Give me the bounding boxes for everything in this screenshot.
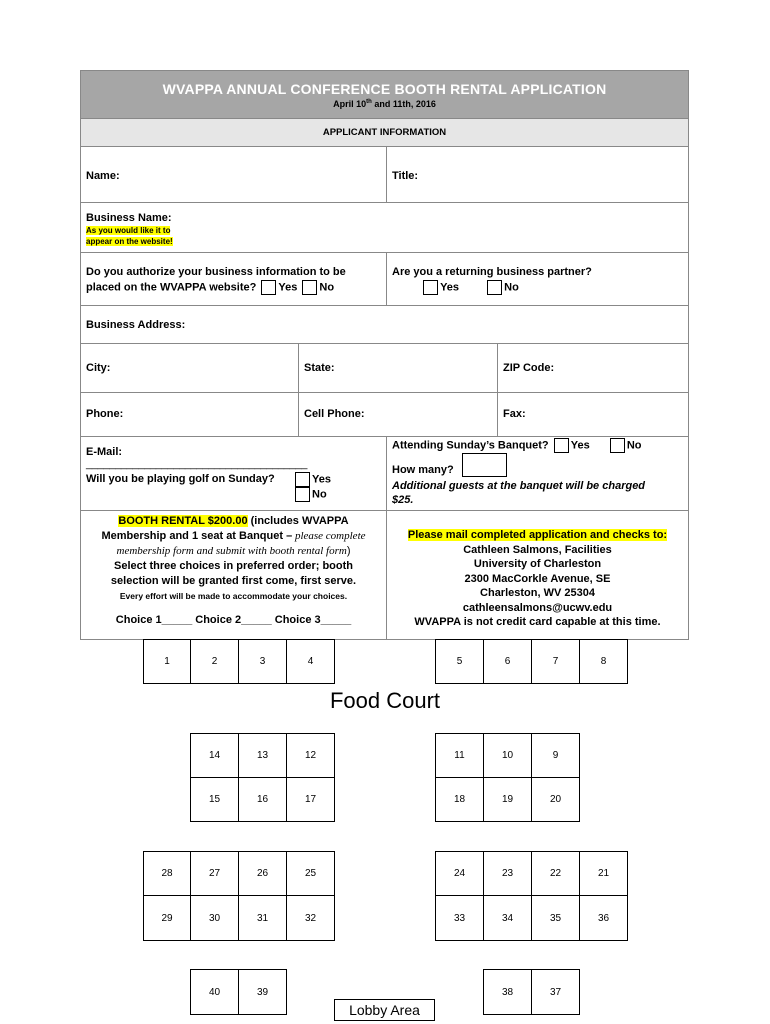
- banquet-question: Attending Sunday’s Banquet? Yes No: [392, 439, 642, 452]
- booth-rental-membership-note: membership form and submit with booth rental form): [116, 545, 351, 557]
- business-name-note: As you would like it to appear on the website!: [86, 226, 173, 246]
- form-date: April 10th and 11th, 2016: [333, 99, 436, 109]
- booth-36[interactable]: 36: [579, 895, 628, 941]
- name-label: Name:: [86, 170, 120, 182]
- booth-38[interactable]: 38: [483, 969, 532, 1015]
- form-header: [81, 71, 688, 119]
- booth-31[interactable]: 31: [238, 895, 287, 941]
- booth-11[interactable]: 11: [435, 733, 484, 778]
- state-label: State:: [304, 362, 335, 374]
- booth-25[interactable]: 25: [286, 851, 335, 896]
- booth-3[interactable]: 3: [238, 639, 287, 684]
- booth-rental-cell: [81, 511, 386, 639]
- row-authorize: [81, 253, 688, 306]
- booth-15[interactable]: 15: [190, 777, 239, 822]
- title-cell[interactable]: [386, 147, 688, 202]
- authorize-question: Do you authorize your business information to be placed on the WVAPPA website? Yes No: [86, 266, 346, 294]
- booth-rental-membership: Membership and 1 seat at Banquet – please complete: [101, 530, 366, 542]
- booth-20[interactable]: 20: [531, 777, 580, 822]
- booth-16[interactable]: 16: [238, 777, 287, 822]
- additional-guests-note: Additional guests at the banquet will be charged $25.: [392, 480, 646, 506]
- booth-18[interactable]: 18: [435, 777, 484, 822]
- returning-no-checkbox[interactable]: [487, 280, 502, 295]
- booth-12[interactable]: 12: [286, 733, 335, 778]
- cell-phone-label: Cell Phone:: [304, 408, 365, 420]
- row-business-address[interactable]: [81, 306, 688, 344]
- zip-cell[interactable]: [497, 344, 688, 392]
- business-address-label: Business Address:: [86, 319, 186, 331]
- booth-10[interactable]: 10: [483, 733, 532, 778]
- name-cell[interactable]: [81, 147, 386, 202]
- authorize-no-checkbox[interactable]: [302, 280, 317, 295]
- booth-26[interactable]: 26: [238, 851, 287, 896]
- fax-cell[interactable]: [497, 393, 688, 436]
- booth-28[interactable]: 28: [143, 851, 191, 896]
- booth-22[interactable]: 22: [531, 851, 580, 896]
- phone-label: Phone:: [86, 408, 124, 420]
- booth-2[interactable]: 2: [190, 639, 239, 684]
- booth-23[interactable]: 23: [483, 851, 532, 896]
- phone-cell[interactable]: [81, 393, 298, 436]
- booth-37[interactable]: 37: [531, 969, 580, 1015]
- booth-7[interactable]: 7: [531, 639, 580, 684]
- mail-line-2: University of Charleston: [473, 558, 602, 570]
- booth-32[interactable]: 32: [286, 895, 335, 941]
- how-many-label: How many?: [392, 464, 454, 476]
- row-city-state-zip: [81, 344, 688, 393]
- row-business-name[interactable]: [81, 203, 688, 253]
- booth-rental-price: BOOTH RENTAL $200.00: [118, 515, 248, 527]
- booth-24[interactable]: 24: [435, 851, 484, 896]
- row-email-golf-banquet: [81, 437, 688, 511]
- returning-no-label: No: [504, 281, 519, 294]
- banquet-cell: [386, 437, 688, 510]
- golf-no-checkbox[interactable]: [295, 487, 310, 502]
- mail-line-4: Charleston, WV 25304: [480, 587, 595, 599]
- booth-8[interactable]: 8: [579, 639, 628, 684]
- booth-30[interactable]: 30: [190, 895, 239, 941]
- golf-question: Will you be playing golf on Sunday?: [86, 473, 275, 485]
- city-cell[interactable]: [81, 344, 298, 392]
- business-name-label: Business Name:: [86, 212, 172, 224]
- lobby-area-label: Lobby Area: [334, 999, 435, 1021]
- banquet-yes-checkbox[interactable]: [554, 438, 569, 453]
- booth-4[interactable]: 4: [286, 639, 335, 684]
- golf-no-option: No: [293, 487, 327, 502]
- booth-21[interactable]: 21: [579, 851, 628, 896]
- booth-select-line-2: selection will be granted first come, first serve.: [110, 575, 357, 587]
- golf-yes-checkbox[interactable]: [295, 472, 310, 487]
- booth-27[interactable]: 27: [190, 851, 239, 896]
- mail-credit-note: WVAPPA is not credit card capable at this time.: [414, 616, 661, 628]
- booth-6[interactable]: 6: [483, 639, 532, 684]
- booth-select-line-1: Select three choices in preferred order; booth: [113, 560, 353, 572]
- city-label: City:: [86, 362, 111, 374]
- mail-cell: [386, 511, 688, 639]
- email-label: E-Mail:: [86, 446, 123, 458]
- email-golf-cell: [81, 437, 386, 510]
- mail-heading: Please mail completed application and checks to:: [407, 529, 668, 541]
- mail-email: cathleensalmons@ucwv.edu: [462, 601, 613, 614]
- booth-34[interactable]: 34: [483, 895, 532, 941]
- returning-yes-checkbox[interactable]: [423, 280, 438, 295]
- booth-17[interactable]: 17: [286, 777, 335, 822]
- returning-question: Are you a returning business partner? Yes No: [392, 266, 592, 294]
- booth-19[interactable]: 19: [483, 777, 532, 822]
- booth-39[interactable]: 39: [238, 969, 287, 1015]
- cell-phone-cell[interactable]: [298, 393, 497, 436]
- email-line[interactable]: ______________________________________: [86, 458, 308, 470]
- booth-rental-price-line: BOOTH RENTAL $200.00 (includes WVAPPA: [118, 515, 349, 527]
- food-court-label: Food Court: [329, 688, 441, 713]
- booth-13[interactable]: 13: [238, 733, 287, 778]
- booth-14[interactable]: 14: [190, 733, 239, 778]
- booth-35[interactable]: 35: [531, 895, 580, 941]
- booth-40[interactable]: 40: [190, 969, 239, 1015]
- booth-effort-note: Every effort will be made to accommodate your choices.: [119, 591, 348, 601]
- booth-choices[interactable]: Choice 1_____ Choice 2_____ Choice 3_____: [115, 614, 352, 626]
- row-name-title: [81, 147, 688, 203]
- returning-cell: [386, 253, 688, 305]
- booth-5[interactable]: 5: [435, 639, 484, 684]
- booth-1[interactable]: 1: [143, 639, 191, 684]
- mail-line-3: 2300 MacCorkle Avenue, SE: [464, 572, 611, 585]
- zip-label: ZIP Code:: [503, 362, 555, 374]
- authorize-no-label: No: [319, 281, 335, 294]
- fax-label: Fax:: [503, 408, 526, 420]
- row-phones: [81, 393, 688, 437]
- mail-line-1: Cathleen Salmons, Facilities: [463, 543, 612, 556]
- title-label: Title:: [392, 170, 419, 182]
- form-title: WVAPPA ANNUAL CONFERENCE BOOTH RENTAL APPLICATION: [162, 81, 607, 97]
- booth-29[interactable]: 29: [143, 895, 191, 941]
- authorize-yes-checkbox[interactable]: [261, 280, 276, 295]
- authorize-yes-label: Yes: [278, 281, 298, 294]
- booth-9[interactable]: 9: [531, 733, 580, 778]
- golf-yes-option: Yes: [293, 472, 331, 487]
- how-many-input[interactable]: [462, 453, 507, 477]
- banquet-no-checkbox[interactable]: [610, 438, 625, 453]
- authorize-cell: [81, 253, 386, 305]
- returning-yes-label: Yes: [440, 281, 460, 294]
- application-form: [80, 70, 689, 640]
- section-applicant-info: APPLICANT INFORMATION: [81, 119, 688, 147]
- row-booth-mail: [81, 511, 688, 639]
- booth-33[interactable]: 33: [435, 895, 484, 941]
- state-cell[interactable]: [298, 344, 497, 392]
